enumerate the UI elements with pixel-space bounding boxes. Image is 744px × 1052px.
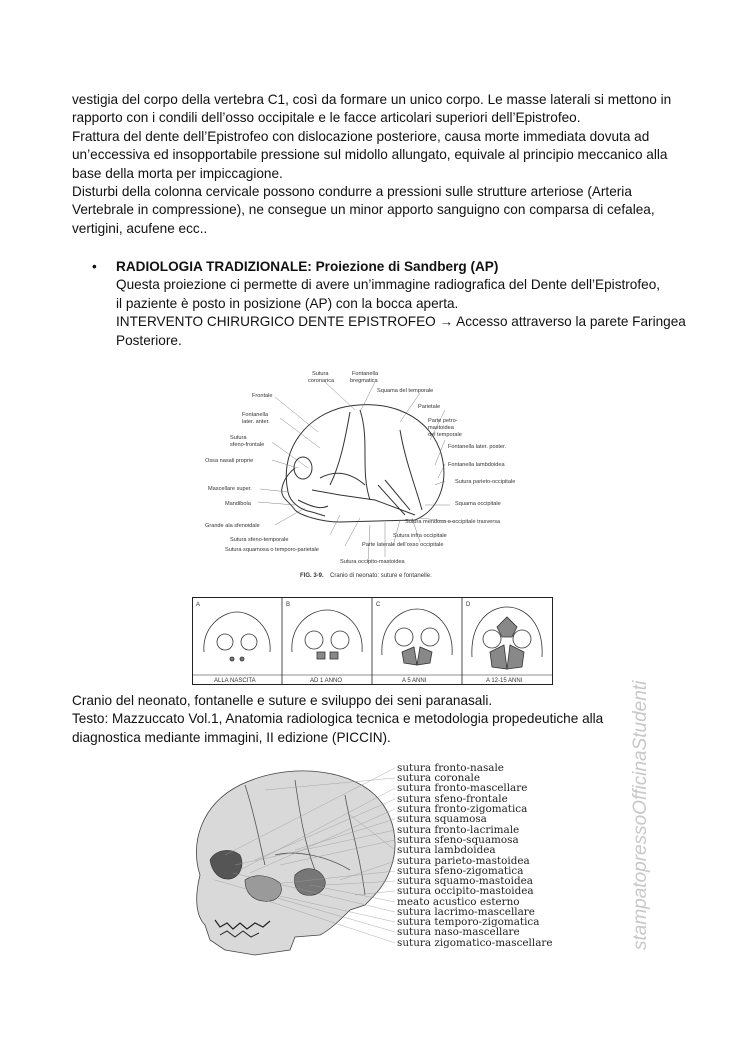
label-infra-occipitale: Sutura infra occipitale (393, 533, 447, 539)
panel-d-letter: D (466, 602, 471, 608)
panel-a-label: ALLA NASCITA (214, 678, 256, 684)
panel-c-drawing (382, 609, 452, 665)
label-later-anter: later. anter. (242, 419, 270, 425)
text-line: Vertebrale in compressione), ne consegue un minor apporto sanguigno con comparsa di cefalea, (72, 202, 655, 218)
label-mandibola: Mandibola (225, 501, 251, 507)
bullet-body (116, 258, 686, 350)
label-sutura: Sutura (230, 435, 247, 441)
label-squama-temporale: Squama del temporale (377, 388, 434, 394)
text-line: Frattura del dente dell’Epistrofeo con dislocazione posteriore, causa morte immediata dovuta ad (72, 129, 650, 144)
label-parte-laterale: Parte laterale dell’osso occipitale (362, 542, 444, 548)
text-line: Disturbi della colonna cervicale possono condurre a pressioni sulle strutture arteriose (Arteria (72, 184, 632, 199)
label-fontanella-top: Fontanella (352, 371, 379, 377)
figure-caption-paragraph (72, 692, 682, 747)
panel-c-label: A 5 ANNI (402, 678, 427, 684)
label-squamosa: Sutura squamosa o temporo-parietale (225, 547, 319, 553)
text-line: un’eccessiva ed insopportabile pressione sul midollo allungato, equivale al principio meccanico alla (72, 147, 668, 163)
label-parieto-occipitale: Sutura parieto-occipitale (455, 479, 516, 485)
label-sfeno-temporale: Sutura sfeno-temporale (230, 537, 289, 543)
label-frontale: Frontale (252, 393, 273, 399)
label-squama-occipitale: Squama occipitale (455, 501, 501, 507)
suture-label: sutura sfeno-zigomatica (397, 865, 524, 877)
watermark-text: stampatopressoOfficinaStudenti (630, 680, 651, 950)
suture-label: sutura coronale (397, 772, 481, 784)
label-del-temporale: del temporale (428, 432, 462, 438)
suture-label: meato acustico esterno (397, 896, 520, 908)
panel-b-letter: B (286, 602, 291, 608)
panel-c-letter: C (376, 602, 381, 608)
suture-label: sutura squamo-mastoidea (397, 875, 533, 887)
suture-label: sutura fronto-lacrimale (397, 824, 520, 836)
suture-label: sutura fronto-zigomatica (397, 803, 528, 815)
label-bregmatica: bregmatica (350, 378, 378, 384)
label-fontanella: Fontanella (242, 412, 269, 418)
panel-b-label: AD 1 ANNO (310, 678, 343, 684)
text-line: INTERVENTO CHIRURGICO DENTE EPISTROFEO → Accesso attraverso la parete Faringea (116, 314, 686, 330)
text-line: vestigia del corpo della vertebra C1, così da formare un unico corpo. Le masse laterali si mettono in (72, 92, 672, 107)
caption-line-1: Cranio del neonato, fontanelle e suture e sviluppo dei seni paranasali. (72, 693, 493, 708)
label-fontanella-poster: Fontanella later. poster. (448, 444, 507, 450)
suture-label: sutura lambdoidea (397, 844, 496, 856)
caption-line-2: Testo: Mazzuccato Vol.1, Anatomia radiologica tecnica e metodologia propedeutiche alla (72, 711, 604, 727)
suture-label: sutura zigomatico-mascellare (397, 937, 553, 949)
label-coronarica: coronarica (308, 378, 335, 384)
intro-paragraph-2 (72, 128, 682, 183)
panel-d-drawing (472, 607, 542, 669)
label-grande-ala: Grande ala sfenoidale (205, 523, 260, 529)
suture-label: sutura fronto-mascellare (397, 782, 528, 794)
suture-label: sutura sfeno-frontale (397, 793, 508, 805)
label-ossa-nasali: Ossa nasali proprie (205, 458, 254, 464)
bullet-marker: • (92, 259, 97, 274)
label-fontanella-lambdoidea: Fontanella lambdoidea (448, 462, 505, 468)
text-line: rapporto con i condili dell’osso occipitale e le facce articolari superiori dell’Epistrofeo. (72, 110, 581, 126)
watermark (618, 540, 658, 960)
intro-paragraph-3 (72, 183, 682, 238)
panel-b-drawing (292, 610, 362, 659)
text-line: base della morta per impiccagione. (72, 165, 283, 181)
newborn-skull-figure (200, 360, 545, 585)
label-mascellare: Mascellare super. (208, 486, 252, 492)
suture-label: sutura fronto-nasale (397, 762, 504, 774)
adult-skull-figure (185, 755, 585, 965)
label-parte-petro: Parte petro- (428, 418, 458, 424)
intro-paragraph-1 (72, 91, 682, 128)
sinus-development-figure (192, 597, 553, 685)
panel-a-drawing (204, 612, 270, 661)
text-line: Questa proiezione ci permette di avere un’immagine radiografica del Dente dell’Epistrofeo, (116, 277, 661, 293)
panel-frame (193, 598, 553, 685)
text-line: Posteriore. (116, 332, 182, 348)
suture-label: sutura occipito-mastoidea (397, 885, 534, 897)
label-sutura-top: Sutura (312, 371, 329, 377)
suture-label: sutura lacrimo-mascellare (397, 906, 535, 918)
label-mastoidea: mastoidea (428, 425, 454, 431)
label-parietale: Parietale (418, 404, 441, 410)
bullet-title: RADIOLOGIA TRADIZIONALE: Proiezione di Sandberg (AP) (116, 259, 499, 274)
adult-skull-drawing (196, 771, 395, 955)
figure-number: FIG. 3-9. (300, 573, 324, 579)
panel-d-label: A 12-15 ANNI (486, 678, 523, 684)
panel-a-letter: A (196, 602, 201, 608)
suture-label: sutura squamosa (397, 813, 487, 825)
label-occipito-mastoidea: Sutura occipito-mastoidea (340, 559, 405, 565)
text-line: il paziente è posto in posizione (AP) con la bocca aperta. (116, 295, 459, 311)
label-sutura-mendosa: Sutura mendosa o occipitale trasversa (405, 519, 501, 525)
text-line: vertigini, acufene ecc.. (72, 220, 208, 236)
label-sfeno-frontale: sfeno-frontale (230, 442, 265, 448)
suture-label: sutura temporo-zigomatica (397, 916, 540, 928)
caption-line-3: diagnostica mediante immagini, II edizione (PICCIN). (72, 729, 391, 745)
suture-label: sutura sfeno-squamosa (397, 834, 519, 846)
suture-label: sutura naso-mascellare (397, 926, 520, 938)
suture-label: sutura parieto-mastoidea (397, 855, 530, 867)
figure-caption: Cranio di neonato: suture e fontanelle. (330, 573, 432, 579)
